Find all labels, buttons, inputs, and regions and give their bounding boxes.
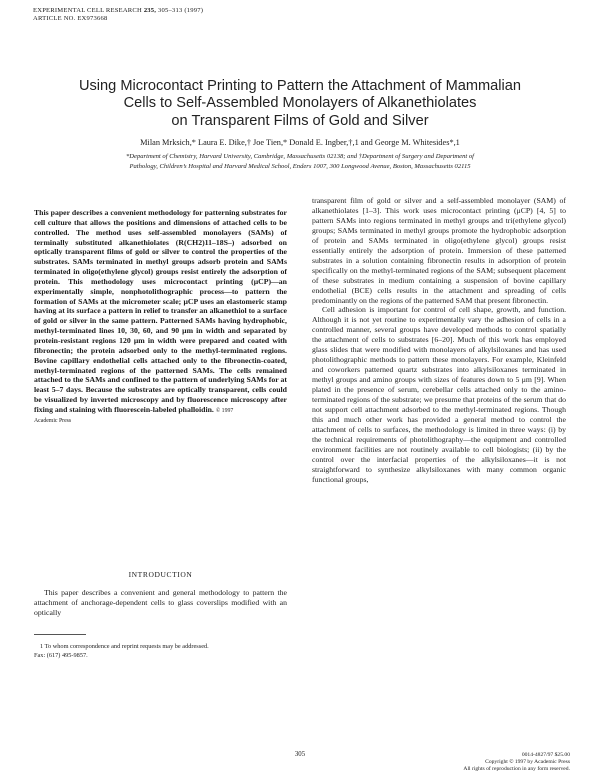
- rights-line: All rights of reproduction in any form reserved.: [463, 766, 570, 772]
- right-paragraph-2: Cell adhesion is important for control of cell shape, growth, and function. Although it is not yet routine to experimentally vary the adhesion of cells in a controlled manner, several groups have developed methods to control spatially the attachment of cells to substrates [6–20]. Much of this work has employed glass slides that were modified with monolayers of alkylsiloxanes and has used photolithographic methods to pattern these monolayers. For example, Kleinfeld and coworkers patterned quartz substrates into alkylsiloxanes terminated in methyl groups and amino groups with sizes of features down to 5 μm [9]. When plated in the presence of serum, cerebellar cells attached only to the amino-terminated regions of the substrate; we presume that proteins of the serum that do not support cell attachment adsorbed to the methyl-terminated regions. Though this and much other work has provided a general method to control the attachment of cells to surfaces, the methodology is limited in three ways: (i) by the technical requirements of photolithography—the equipment and controlled environment facilities are not routinely available to cell biologists; (ii) by the control over the interfacial properties of the alkylsiloxanes—it is not straightforward to synthesize alkylsiloxanes with many common organic functional groups,: [312, 305, 566, 484]
- introduction-paragraph: This paper describes a convenient and general methodology to pattern the attachment of anchorage-dependent cells to glass coverslips modified with an optically: [34, 588, 287, 617]
- journal-name: EXPERIMENTAL CELL RESEARCH: [33, 7, 142, 14]
- footnote-divider: [34, 634, 86, 635]
- abstract: [34, 208, 287, 425]
- right-column: [312, 196, 566, 485]
- title-line-1: Using Microcontact Printing to Pattern the Attachment of Mammalian: [78, 78, 522, 94]
- footnote-line-1: 1 To whom correspondence and reprint requests may be addressed.: [40, 643, 209, 650]
- title-line-2: Cells to Self-Assembled Monolayers of Alkanethiolates: [123, 95, 477, 112]
- issn-price: 0014-4827/97 $25.00: [521, 752, 570, 758]
- footnote-line-2: Fax: (617) 495-9857.: [34, 652, 88, 660]
- copyright-line: Copyright © 1997 by Academic Press: [485, 759, 570, 765]
- journal-volume: 235,: [143, 7, 157, 14]
- page-number: 305: [294, 751, 306, 758]
- abstract-text: This paper describes a convenient methodology for patterning substrates for cell culture that allows the positions and dimensions of attached cells to be controlled. The method uses self-assembled monolayers (SAMs) of terminally substituted alkanethiolates (R(CH2)11–18S–) adsorbed on optically transparent films of gold or silver to control the properties of the substrates. SAMs terminated in methyl groups adsorb protein and SAMs terminated in oligo(ethylene glycol) groups resist entirely the adsorption of protein. This methodology uses microcontact printing (μCP)—an experimentally simple, nonphotolithographic process—to pattern the formation of SAMs at the micrometer scale; μCP uses an elastomeric stamp having at its surface a pattern in relief to transfer an alkanethiol to a surface of gold or silver in the same pattern. Patterned SAMs having hydrophobic, methyl-terminated lines 10, 30, 60, and 90 μm in width and separated by protein-resistant regions 120 μm in width were prepared and coated with fibronectin; the protein adsorbed only to the methyl-terminated regions. Bovine capillary endothelial cells attached only to the fibronectin-coated, methyl-terminated regions of the patterned SAMs. The cells remained attached to the SAMs and confined to the pattern of underlying SAMs for at least 5–7 days. Because the substrates are optically transparent, cells could be visualized by inverted microscopy and by fluorescence microscopy after fixing and staining with fluorescein-labeled phalloidin.: [34, 208, 287, 414]
- journal-header: [33, 7, 203, 23]
- introduction-body: [34, 588, 287, 618]
- journal-citation: [33, 7, 203, 15]
- copyright-block: [420, 752, 570, 773]
- author-list: Milan Mrksich,* Laura E. Dike,† Joe Tien,* Donald E. Ingber,†,1 and George M. Whitesides*,1: [140, 138, 460, 147]
- title-line-3: on Transparent Films of Gold and Silver: [171, 112, 429, 129]
- abstract-copyright: © 1997: [215, 407, 234, 414]
- article-title: [20, 78, 580, 130]
- article-label: ARTICLE NO.: [33, 15, 76, 23]
- affiliation-line-1: *Department of Chemistry, Harvard University, Cambridge, Massachusetts 02138; and †Department of Surgery and Department of: [125, 153, 475, 160]
- journal-pages-year: 305–313 (1997): [158, 7, 204, 14]
- right-paragraph-1: transparent film of gold or silver and a self-assembled monolayer (SAM) of alkanethiolates [1–3]. This work uses microcontact printing (μCP) [4, 5] to pattern SAMs into regions terminated in methyl groups and tri(ethylene glycol) groups; SAMs terminated in methyl groups promote the hydrophobic adsorption of protein and SAMs terminated in oligo(ethylene glycol) groups resist essentially entirely the adsorption of protein. Immersion of these patterned substrates in a solution containing fibronectin results in adsorption of protein specifically on the methyl-terminated regions of the SAM; subsequent placement of these substrates in medium containing a suspension of bovine capillary endothelial (BCE) cells results in the attachment and spreading of cells predominantly on the regions of the patterned SAM that present fibronectin.: [312, 196, 566, 305]
- affiliations: [40, 152, 560, 171]
- footnote: [34, 642, 287, 660]
- article-number: EX973668: [77, 15, 108, 23]
- abstract-publisher: Academic Press: [34, 417, 72, 424]
- article-number-line: [33, 15, 203, 23]
- affiliation-line-2: Pathology, Children’s Hospital and Harvard Medical School, Enders 1007, 300 Longwood Avenue, Boston, Massachusetts 02115: [129, 162, 471, 170]
- introduction-heading: INTRODUCTION: [128, 570, 193, 579]
